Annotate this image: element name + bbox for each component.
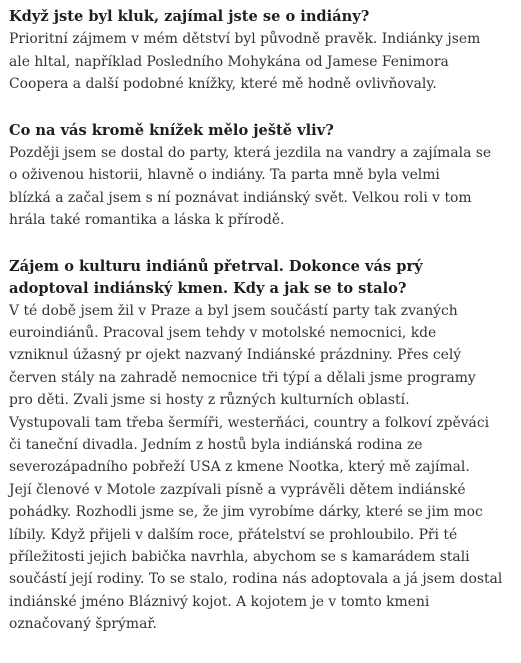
answer-paragraph: Prioritní zájmem v mém dětství byl původně pravěk. Indiánky jsem ale hltal, například Posledního Mohykána od Jamese Fenimora Coopera a další podobné knížky, které mě hodně ovlivňovaly. — [9, 31, 481, 92]
qa-block-1 — [9, 6, 521, 96]
interview-article — [9, 6, 521, 660]
question-heading: Zájem o kulturu indiánů přetrval. Dokonce vás prý adoptoval indiánský kmen. Kdy a jak se to stalo? — [9, 257, 423, 297]
qa-block-2 — [9, 120, 521, 232]
answer-paragraph: Později jsem se dostal do party, která jezdila na vandry a zajímala se o oživenou historii, hlavně o indiány. Ta parta mně byla velmi blízká a začal jsem s ní poznávat indiánský svět. Velkou roli v tom hrála také romantika a láska k přírodě. — [9, 144, 492, 228]
question-heading: Když jste byl kluk, zajímal jste se o indiány? — [9, 8, 370, 25]
answer-paragraph: V té době jsem žil v Praze a byl jsem součástí party tak zvaných euroindiánů. Pracoval jsem tehdy v motolské nemocnici, kde vzniknul úžasný pr ojekt nazvaný Indiánské prázdniny. Přes celý červen stály na zahradě nemocnice tři týpí a dělali jsme programy pro děti. Zvali jsme si hosty z různých kulturních oblastí. Vystupovali tam třeba šermíři, westerňáci, country a folkoví zpěváci či taneční divadla. Jedním z hostů byla indiánská rodina ze severozápadního pobřeží USA z kmene Nootka, který mě zajímal. Její členové v Motole zazpívali písně a vyprávěli dětem indiánské pohádky. Rozhodli jsme se, že jim vyrobíme dárky, které se jim moc líbily. Když přijeli v dalším roce, přátelství se prohloubilo. Při té příležitosti jejich babička navrhla, abychom se s kamarádem stali součástí její rodiny. To se stalo, rodina nás adoptovala a já jsem dostal indiánské jméno Bláznivý kojot. A kojotem je v tomto kmeni označovaný šprýmař. — [9, 302, 503, 633]
question-heading: Co na vás kromě knížek mělo ještě vliv? — [9, 121, 334, 139]
qa-block-3 — [9, 256, 521, 636]
